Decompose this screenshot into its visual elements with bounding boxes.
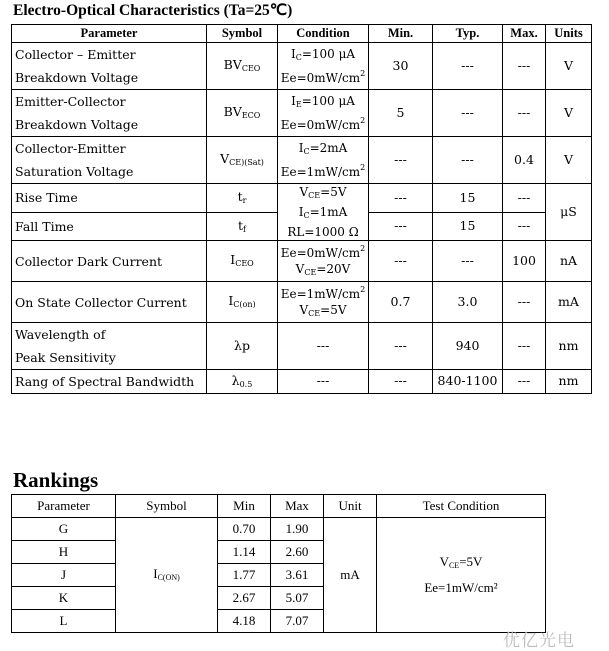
- eo-condition: [278, 241, 369, 282]
- eo-row: [12, 370, 592, 394]
- eo-unit: nA: [546, 241, 592, 282]
- eo-symbol-sub: CEO: [241, 64, 261, 74]
- eo-condition-sup: 2: [360, 163, 366, 172]
- rk-min: 4.18: [218, 610, 271, 633]
- eo-max: ---: [503, 90, 546, 137]
- eo-symbol-base: BV: [223, 104, 242, 120]
- eo-max: 100: [503, 241, 546, 282]
- eo-symbol: [207, 137, 278, 184]
- eo-condition-text: V: [299, 303, 309, 317]
- eo-condition: [278, 90, 369, 137]
- rankings-title: Rankings: [13, 468, 99, 492]
- eo-condition-text: Ee=1mW/cm: [280, 287, 361, 301]
- eo-condition-line: [278, 113, 368, 133]
- rk-header-parameter: Parameter: [12, 495, 116, 518]
- eo-row: [12, 282, 592, 323]
- eo-symbol-base: λ: [231, 372, 240, 388]
- eo-header-typ: Typ.: [433, 25, 503, 43]
- rk-test-condition: [377, 518, 546, 633]
- eo-parameter: [12, 323, 207, 370]
- eo-min: ---: [369, 137, 433, 184]
- eo-condition-line: [278, 46, 368, 66]
- eo-condition-text: =100 μA: [301, 94, 355, 108]
- rk-header-min: Min: [218, 495, 271, 518]
- rk-max: 7.07: [271, 610, 324, 633]
- eo-condition-text: =20V: [316, 262, 351, 276]
- rk-header-row: [12, 495, 546, 518]
- eo-max: ---: [503, 323, 546, 370]
- eo-condition-sup: 2: [360, 69, 366, 78]
- eo-typ: ---: [433, 241, 503, 282]
- eo-typ: 15: [433, 212, 503, 241]
- eo-unit: μS: [546, 184, 592, 241]
- eo-condition: [278, 184, 369, 241]
- rk-max: 3.61: [271, 564, 324, 587]
- eo-symbol: [207, 282, 278, 323]
- eo-condition-line: [278, 241, 368, 261]
- eo-condition-text: I: [290, 47, 296, 61]
- eo-condition-text: =5V: [320, 303, 347, 317]
- rk-min: 1.77: [218, 564, 271, 587]
- eo-typ: 15: [433, 184, 503, 213]
- eo-min: 5: [369, 90, 433, 137]
- eo-parameter-line: Rise Time: [15, 190, 78, 206]
- eo-symbol-base: t: [237, 189, 243, 205]
- eo-parameter: [12, 90, 207, 137]
- rk-unit: mA: [324, 518, 377, 633]
- eo-parameter-line: Emitter-Collector: [15, 94, 126, 109]
- eo-symbol-sub: CE)(Sat): [229, 158, 264, 168]
- eo-symbol-base: I: [228, 293, 234, 309]
- eo-unit: V: [546, 90, 592, 137]
- eo-condition-line: [278, 302, 368, 322]
- eo-condition: [278, 137, 369, 184]
- eo-typ: ---: [433, 137, 503, 184]
- eo-parameter-line: Rang of Spectral Bandwidth: [15, 374, 195, 389]
- eo-condition-text: =5V: [320, 185, 347, 199]
- eo-symbol-base: t: [238, 217, 244, 233]
- eo-condition-line: [278, 282, 368, 302]
- eo-max: ---: [503, 282, 546, 323]
- eo-condition-text: RL=1000 Ω: [287, 225, 359, 239]
- rk-header-symbol: Symbol: [116, 495, 218, 518]
- eo-typ: 940: [433, 323, 503, 370]
- rk-parameter: L: [12, 610, 116, 633]
- rk-parameter: J: [12, 564, 116, 587]
- eo-condition-sub: C: [303, 147, 310, 156]
- eo-parameter: [12, 137, 207, 184]
- eo-condition-text: I: [291, 94, 296, 108]
- eo-condition-text: Ee=1mW/cm: [280, 165, 361, 179]
- eo-symbol-sub: 0.5: [239, 379, 253, 389]
- eo-parameter: [12, 241, 207, 282]
- eo-min: 30: [369, 43, 433, 90]
- eo-min: ---: [369, 241, 433, 282]
- eo-typ: 3.0: [433, 282, 503, 323]
- eo-symbol-sub: CEO: [235, 259, 254, 269]
- eo-condition-text: Ee=0mW/cm: [280, 246, 361, 260]
- eo-parameter-line: Wavelength of: [15, 327, 106, 342]
- eo-condition: ---: [278, 323, 369, 370]
- eo-row: [12, 90, 592, 137]
- rk-symbol-sub: C(ON): [157, 573, 180, 583]
- eo-header-min: Min.: [369, 25, 433, 43]
- eo-parameter-line: Breakdown Voltage: [15, 70, 139, 85]
- rk-min: 0.70: [218, 518, 271, 541]
- eo-parameter-line: Collector Dark Current: [15, 253, 163, 269]
- eo-unit: nm: [546, 370, 592, 394]
- eo-row: [12, 43, 592, 90]
- eo-symbol: [207, 90, 278, 137]
- eo-symbol: [207, 370, 278, 394]
- electro-optical-title: Electro-Optical Characteristics (Ta=25℃): [13, 2, 293, 19]
- rk-condition-base: Ee=1mW/cm²: [424, 580, 498, 595]
- eo-condition-line: [278, 204, 368, 224]
- eo-min: ---: [369, 323, 433, 370]
- rk-header-unit: Unit: [324, 495, 377, 518]
- eo-condition-sub: E: [295, 100, 302, 109]
- eo-symbol-base: λp: [234, 337, 250, 353]
- eo-symbol: [207, 212, 278, 241]
- eo-condition-line: [278, 184, 368, 204]
- rk-parameter: K: [12, 587, 116, 610]
- eo-max: ---: [503, 370, 546, 394]
- eo-parameter: [12, 43, 207, 90]
- eo-header-parameter: Parameter: [12, 25, 207, 43]
- eo-condition-line: [278, 93, 368, 113]
- eo-header-max: Max.: [503, 25, 546, 43]
- brand-watermark: 优亿光电: [503, 631, 575, 651]
- eo-symbol-sub: f: [243, 224, 246, 234]
- eo-symbol: [207, 323, 278, 370]
- eo-symbol-base: BV: [223, 57, 242, 73]
- eo-unit: V: [546, 137, 592, 184]
- eo-max: ---: [503, 184, 546, 213]
- eo-min: ---: [369, 370, 433, 394]
- rk-min: 1.14: [218, 541, 271, 564]
- eo-condition-line: [278, 261, 368, 281]
- eo-symbol-sub: ECO: [241, 111, 261, 121]
- eo-header-condition: Condition: [278, 25, 369, 43]
- rk-max: 5.07: [271, 587, 324, 610]
- eo-condition-sup: 2: [360, 285, 366, 294]
- eo-max: 0.4: [503, 137, 546, 184]
- eo-unit: V: [546, 43, 592, 90]
- rk-min: 2.67: [218, 587, 271, 610]
- eo-min: ---: [369, 212, 433, 241]
- eo-parameter-line: Collector – Emitter: [15, 47, 136, 62]
- eo-condition-sup: 2: [360, 244, 366, 253]
- eo-parameter-line: Saturation Voltage: [15, 164, 134, 179]
- eo-parameter-line: Collector-Emitter: [15, 141, 126, 156]
- eo-parameter-line: On State Collector Current: [15, 294, 187, 310]
- eo-condition-text: V: [299, 185, 309, 199]
- eo-condition: [278, 43, 369, 90]
- eo-min: ---: [369, 184, 433, 213]
- eo-condition-text: Ee=0mW/cm: [280, 71, 361, 85]
- eo-parameter-line: Breakdown Voltage: [15, 117, 139, 132]
- eo-parameter: [12, 212, 207, 241]
- eo-parameter-line: Peak Sensitivity: [15, 350, 116, 365]
- eo-row: [12, 137, 592, 184]
- eo-symbol-sub: C(on): [233, 300, 256, 310]
- eo-typ: ---: [433, 90, 503, 137]
- eo-condition-line: [278, 160, 368, 180]
- eo-condition-line: [278, 140, 368, 160]
- eo-condition-text: =1mA: [309, 205, 348, 219]
- eo-condition-text: =100 μA: [301, 47, 356, 61]
- rk-parameter: H: [12, 541, 116, 564]
- rk-header-max: Max: [271, 495, 324, 518]
- eo-condition-sup: 2: [360, 116, 366, 125]
- eo-max: ---: [503, 43, 546, 90]
- eo-condition-sub: C: [303, 211, 310, 220]
- rk-max: 1.90: [271, 518, 324, 541]
- rk-condition-rest: =5V: [459, 554, 483, 569]
- rk-symbol: [116, 518, 218, 633]
- rk-condition-line: [377, 551, 545, 577]
- eo-parameter-line: Fall Time: [15, 218, 74, 234]
- eo-condition-sub: CE: [308, 191, 321, 200]
- eo-condition-sub: CE: [308, 309, 321, 318]
- eo-typ: 840-1100: [433, 370, 503, 394]
- eo-condition-text: Ee=0mW/cm: [280, 118, 361, 132]
- eo-parameter: [12, 282, 207, 323]
- eo-condition-text: I: [298, 205, 304, 219]
- rk-row: [12, 518, 546, 541]
- rankings-table: [11, 494, 546, 633]
- eo-condition-text: V: [295, 262, 305, 276]
- eo-symbol: [207, 241, 278, 282]
- eo-symbol-sub: r: [242, 196, 247, 206]
- eo-symbol: [207, 43, 278, 90]
- eo-condition-text: =2mA: [309, 141, 348, 155]
- rk-header-test-condition: Test Condition: [377, 495, 546, 518]
- eo-header-symbol: Symbol: [207, 25, 278, 43]
- eo-row: [12, 184, 592, 213]
- eo-min: 0.7: [369, 282, 433, 323]
- eo-condition: [278, 282, 369, 323]
- rk-max: 2.60: [271, 541, 324, 564]
- eo-row: [12, 323, 592, 370]
- rk-parameter: G: [12, 518, 116, 541]
- eo-header-units: Units: [546, 25, 592, 43]
- eo-unit: mA: [546, 282, 592, 323]
- eo-row: [12, 241, 592, 282]
- eo-condition-sub: CE: [304, 268, 317, 277]
- eo-condition-line: [278, 66, 368, 86]
- eo-condition-sub: C: [295, 53, 302, 62]
- eo-parameter: [12, 370, 207, 394]
- eo-condition-line: [278, 224, 368, 240]
- eo-header-row: [12, 25, 592, 43]
- eo-parameter: [12, 184, 207, 213]
- eo-unit: nm: [546, 323, 592, 370]
- eo-condition-text: I: [298, 141, 304, 155]
- electro-optical-table: [11, 24, 592, 394]
- rk-condition-sub: CE: [448, 561, 460, 570]
- eo-symbol-base: I: [230, 252, 236, 268]
- eo-symbol: [207, 184, 278, 213]
- eo-max: ---: [503, 212, 546, 241]
- eo-symbol-base: V: [220, 151, 230, 167]
- rk-condition-base: V: [439, 554, 449, 569]
- rk-condition-line: [377, 577, 545, 599]
- eo-typ: ---: [433, 43, 503, 90]
- eo-condition: ---: [278, 370, 369, 394]
- rk-symbol-base: I: [153, 566, 158, 582]
